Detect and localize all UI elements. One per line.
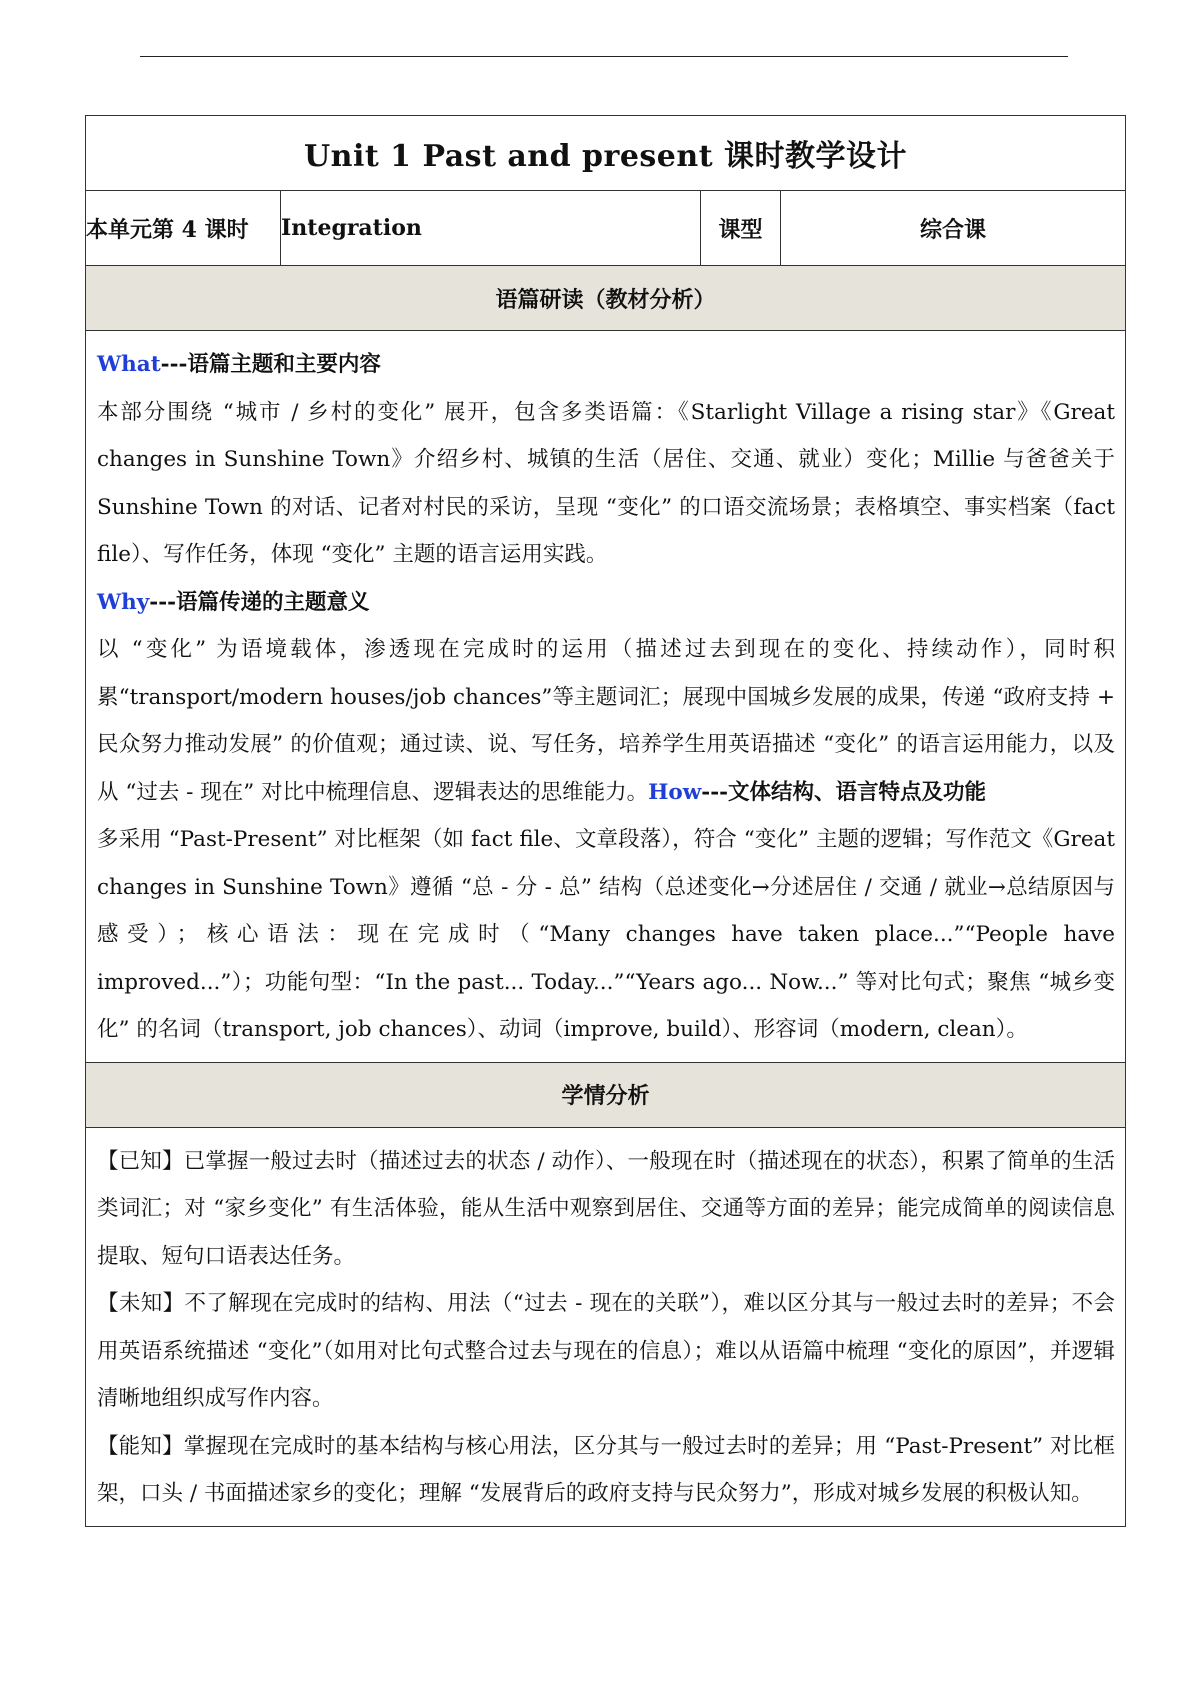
- lesson-value: Integration: [281, 191, 701, 266]
- text-analysis-row: [86, 331, 1126, 1063]
- learner-header-row: [86, 1062, 1126, 1127]
- known-text: 已掌握一般过去时（描述过去的状态 / 动作）、一般现在时（描述现在的状态），积累了简单的生活类词汇；对 “家乡变化” 有生活体验，能从生活中观察到居住、交通等方面的差异；能完成简单的阅读信息提取、短句口语表达任务。: [97, 1148, 1116, 1269]
- text-analysis-header-row: [86, 266, 1126, 331]
- how-paragraph: 多采用 “Past-Present” 对比框架（如 fact file、文章段落），符合 “变化” 主题的逻辑；写作范文《Great changes in Sunshine Town》遵循 “总 - 分 - 总” 结构（总述变化→分述居住 / 交通 / 就业→总结原因与感受）；核心语法：现在完成时（“Many changes have taken place...”“People have improved...”）；功能句型：“In the past... Today...”“Years ago... Now...” 等对比句式；聚焦 “城乡变化” 的名词（transport, job chances）、动词（improve, build）、形容词（modern, clean）。: [97, 827, 1116, 1042]
- known-label: 【已知】: [97, 1148, 184, 1174]
- lesson-label: 本单元第 4 课时: [86, 191, 281, 266]
- how-title: ---文体结构、语言特点及功能: [701, 779, 987, 805]
- text-analysis-content: [86, 331, 1126, 1063]
- why-keyword: Why: [97, 589, 150, 615]
- text-analysis-header: 语篇研读（教材分析）: [86, 266, 1126, 331]
- what-paragraph: 本部分围绕 “城市 / 乡村的变化” 展开，包含多类语篇：《Starlight Village a rising star》《Great changes in Sunshine Town》介绍乡村、城镇的生活（居住、交通、就业）变化；Millie 与爸爸关于 Sunshine Town 的对话、记者对村民的采访，呈现 “变化” 的口语交流场景；表格填空、事实档案（fact file）、写作任务，体现 “变化” 主题的语言运用实践。: [97, 399, 1116, 567]
- unknown-text: 不了解现在完成时的结构、用法（“过去 - 现在的关联”），难以区分其与一般过去时的差异；不会用英语系统描述 “变化”（如用对比句式整合过去与现在的信息）；难以从语篇中梳理 “变化的原因”，并逻辑清晰地组织成写作内容。: [97, 1291, 1116, 1411]
- able-label: 【能知】: [97, 1433, 184, 1459]
- how-keyword: How: [648, 779, 702, 805]
- meta-row: [86, 191, 1126, 266]
- why-paragraph: 以 “变化” 为语境载体，渗透现在完成时的运用（描述过去到现在的变化、持续动作），同时积累“transport/modern houses/job chances”等主题词汇；展现中国城乡发展的成果，传递 “政府支持 + 民众努力推动发展” 的价值观；通过读、说、写任务，培养学生用英语描述 “变化” 的语言运用能力，以及从 “过去 - 现在” 对比中梳理信息、逻辑表达的思维能力。: [97, 637, 1116, 805]
- able-text: 掌握现在完成时的基本结构与核心用法，区分其与一般过去时的差异；用 “Past-Present” 对比框架，口头 / 书面描述家乡的变化；理解 “发展背后的政府支持与民众努力”，形成对城乡发展的积极认知。: [97, 1433, 1116, 1506]
- lesson-plan-table: [85, 115, 1126, 1527]
- type-label: 课型: [701, 191, 781, 266]
- learner-analysis-content: [86, 1127, 1126, 1526]
- page-title: Unit 1 Past and present 课时教学设计: [86, 116, 1126, 191]
- why-title: ---语篇传递的主题意义: [149, 589, 370, 615]
- why-heading: [97, 579, 1115, 627]
- learner-analysis-header: 学情分析: [86, 1062, 1126, 1127]
- unknown-paragraph: [97, 1280, 1115, 1423]
- what-keyword: What: [97, 352, 161, 377]
- what-heading: [97, 341, 1115, 389]
- why-how-paragraph: [97, 626, 1115, 816]
- known-paragraph: [97, 1138, 1115, 1281]
- header-rule: [140, 56, 1068, 57]
- type-value: 综合课: [781, 191, 1126, 266]
- title-row: [86, 116, 1126, 191]
- unknown-label: 【未知】: [97, 1291, 185, 1316]
- what-title: ---语篇主题和主要内容: [160, 352, 381, 377]
- learner-row: [86, 1127, 1126, 1526]
- able-paragraph: [97, 1423, 1115, 1518]
